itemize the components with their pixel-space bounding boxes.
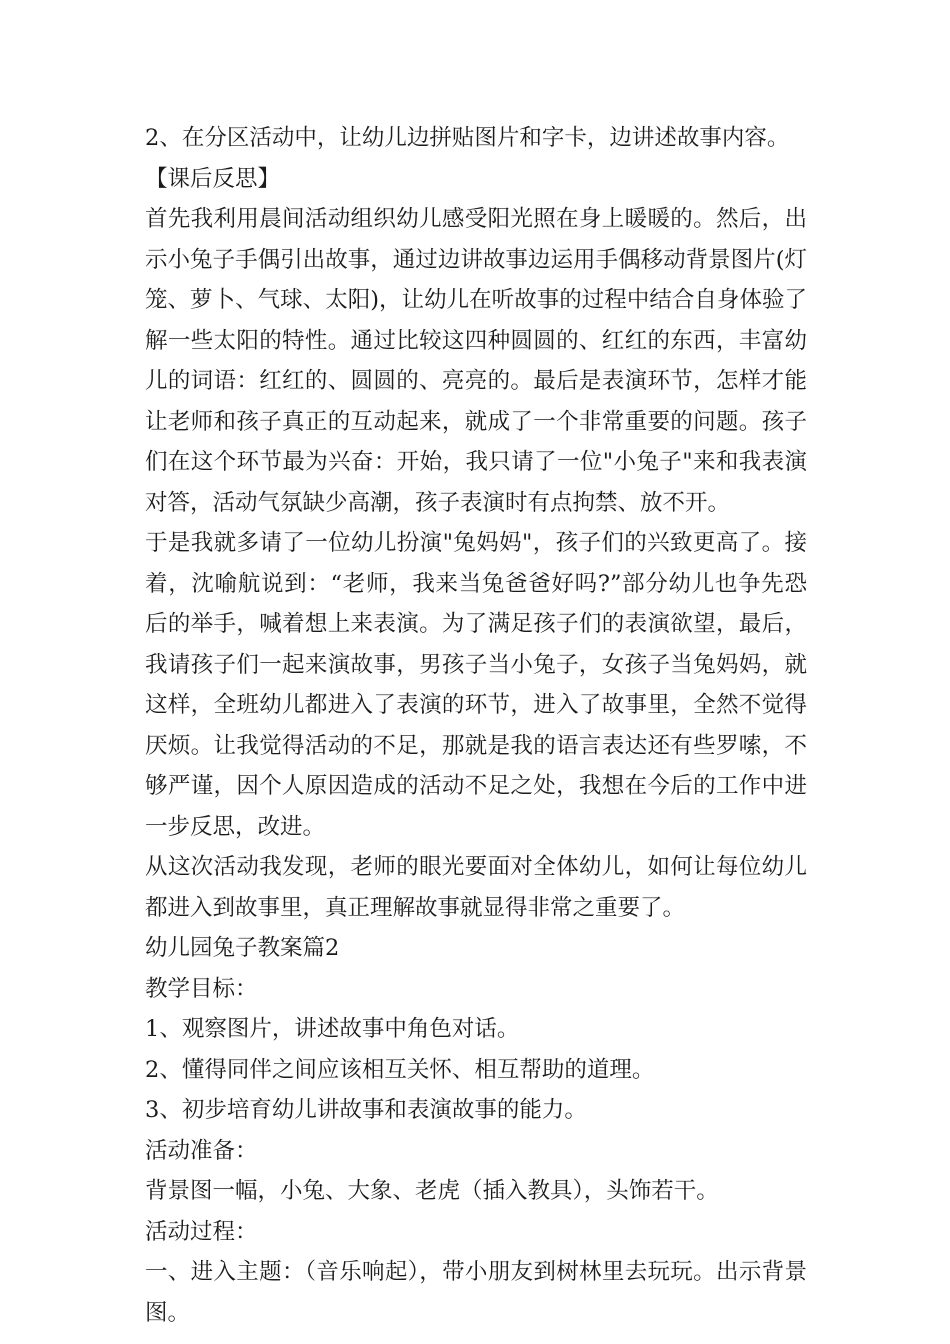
document-body [145,118,807,1333]
preparation-content: 背景图一幅，小兔、大象、老虎（插入教具），头饰若干。 [145,1178,719,1204]
activity-step-2: 2、在分区活动中，让幼儿边拼贴图片和字卡，边讲述故事内容。 [145,125,790,151]
preparation-heading: 活动准备： [145,1137,258,1164]
teaching-goal-3: 3、初步培育幼儿讲故事和表演故事的能力。 [145,1097,587,1123]
process-heading: 活动过程： [145,1218,258,1245]
reflection-paragraph-2: 于是我就多请了一位幼儿扮演"兔妈妈"，孩子们的兴致更高了。接着，沈喻航说到：“老师，我来当兔爸爸好吗?”部分幼儿也争先恐后的举手，喊着想上来表演。为了满足孩子们的表演欲望，最后，我请孩子们一起来演故事，男孩子当小兔子，女孩子当兔妈妈，就这样，全班幼儿都进入了表演的环节，进入了故事里，全然不觉得厌烦。让我觉得活动的不足，那就是我的语言表达还有些罗嗦，不够严谨，因个人原因造成的活动不足之处，我想在今后的工作中进一步反思，改进。 [145,530,807,840]
lesson-plan-title: 幼儿园兔子教案篇2 [145,935,340,961]
teaching-goals-heading: 教学目标： [145,975,258,1002]
reflection-paragraph-3: 从这次活动我发现，老师的眼光要面对全体幼儿，如何让每位幼儿都进入到故事里，真正理解故事就显得非常之重要了。 [145,854,807,921]
teaching-goal-1: 1、观察图片，讲述故事中角色对话。 [145,1016,520,1042]
teaching-goal-2: 2、懂得同伴之间应该相互关怀、相互帮助的道理。 [145,1056,655,1083]
section-heading-reflection: 【课后反思】 [145,165,281,192]
process-step-1: 一、进入主题：（音乐响起），带小朋友到树林里去玩玩。出示背景图。 [145,1259,807,1326]
reflection-paragraph-1: 首先我利用晨间活动组织幼儿感受阳光照在身上暖暖的。然后，出示小兔子手偶引出故事，通过边讲故事边运用手偶移动背景图片(灯笼、萝卜、气球、太阳)，让幼儿在听故事的过程中结合自身体验了解一些太阳的特性。通过比较这四种圆圆的、红红的东西，丰富幼儿的词语：红红的、圆圆的、亮亮的。最后是表演环节，怎样才能让老师和孩子真正的互动起来，就成了一个非常重要的问题。孩子们在这个环节最为兴奋：开始，我只请了一位"小兔子"来和我表演对答，活动气氛缺少高潮，孩子表演时有点拘禁、放不开。 [145,206,807,516]
